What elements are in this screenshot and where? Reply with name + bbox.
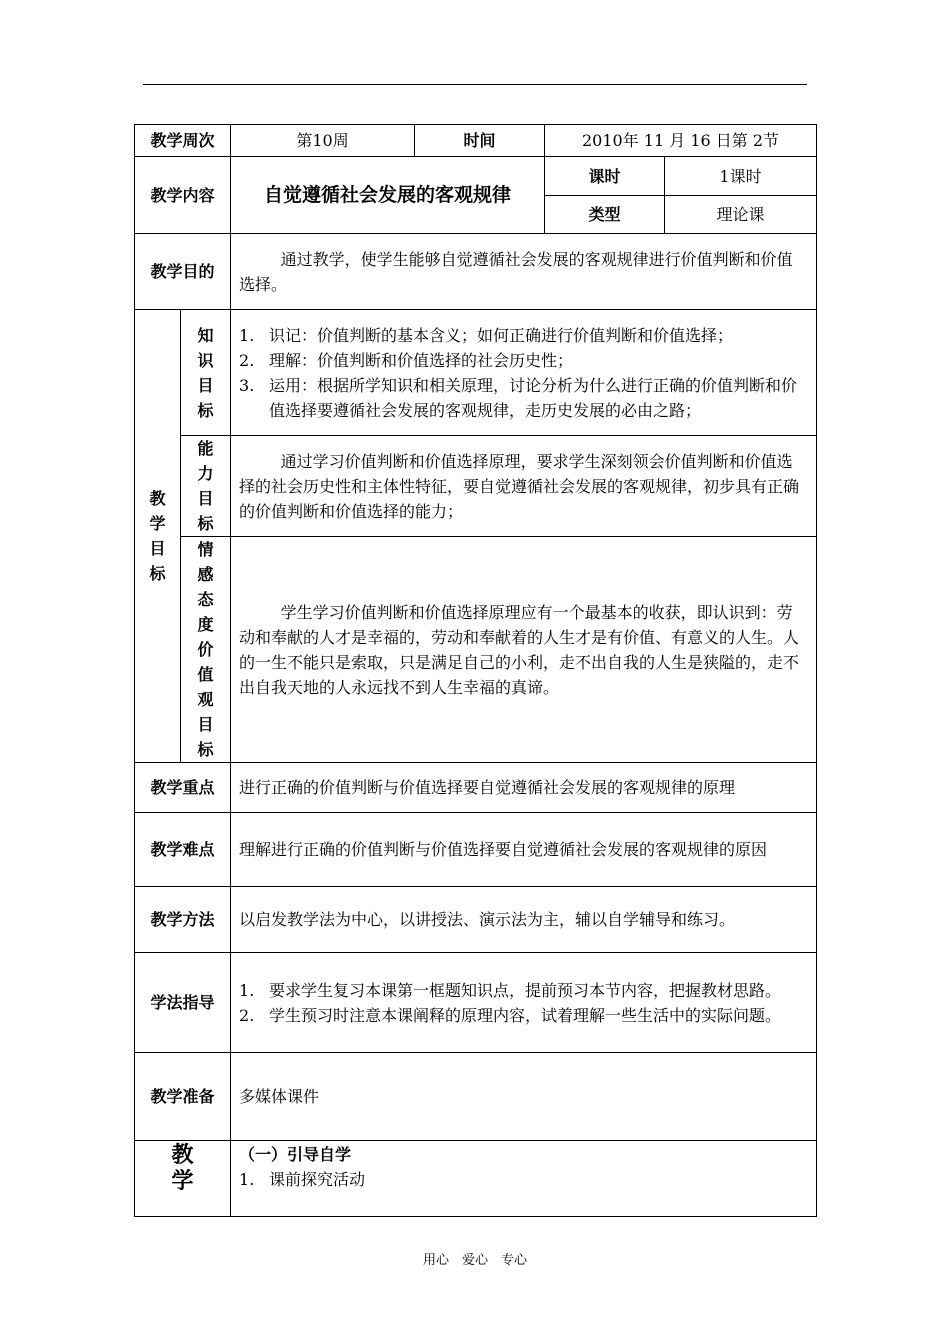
week-label: 教学周次 (135, 125, 231, 157)
purpose-label: 教学目的 (135, 234, 231, 310)
list-number: 2. (239, 350, 255, 370)
list-number: 1. (239, 325, 255, 345)
emotion-label-char: 标 (197, 740, 214, 759)
process-label (135, 1141, 231, 1217)
goals-label-char: 标 (149, 564, 166, 583)
row-key-point (135, 763, 817, 813)
list-number: 1. (239, 980, 255, 1000)
row-preparation (135, 1053, 817, 1141)
emotion-label-char: 度 (197, 615, 214, 634)
list-text: 课前探究活动 (269, 1170, 366, 1189)
ability-label-char: 目 (197, 489, 214, 508)
goals-label (135, 310, 181, 763)
knowledge-goal-content (231, 310, 817, 436)
list-item (239, 373, 808, 423)
difficulty-text: 理解进行正确的价值判断与价值选择要自觉遵循社会发展的客观规律的原因 (231, 813, 817, 887)
purpose-text: 通过教学，使学生能够自觉遵循社会发展的客观规律进行价值判断和价值选择。 (231, 234, 817, 310)
goals-label-char: 教 (149, 489, 166, 508)
row-process (135, 1141, 817, 1217)
list-text: 学生预习时注意本课阐释的原理内容，试着理解一些生活中的实际问题。 (269, 1005, 782, 1025)
knowledge-label-char: 知 (197, 325, 214, 345)
goals-label-char: 学 (149, 514, 166, 533)
goals-label-char: 目 (149, 539, 166, 558)
emotion-label-char: 感 (197, 565, 214, 584)
row-week (135, 125, 817, 157)
preparation-text: 多媒体课件 (231, 1053, 817, 1141)
lesson-plan-table (134, 124, 817, 1217)
list-text: 要求学生复习本课第一框题知识点，提前预习本节内容，把握教材思路。 (269, 980, 782, 1000)
type-label: 类型 (545, 196, 665, 234)
emotion-goal-label (181, 537, 231, 763)
knowledge-label-char: 识 (197, 350, 214, 370)
row-method (135, 887, 817, 953)
row-difficulty (135, 813, 817, 887)
emotion-label-char: 观 (197, 690, 214, 709)
process-content (231, 1141, 817, 1217)
process-label-char: 学 (171, 1169, 194, 1194)
ability-label-char: 力 (197, 464, 214, 483)
list-text: 运用：根据所学知识和相关原理，讨论分析为什么进行正确的价值判断和价值选择要遵循社会发展的客观规律，走历史发展的必由之路； (269, 375, 798, 420)
process-label-char: 教 (171, 1143, 194, 1168)
list-item (239, 323, 808, 348)
preparation-label: 教学准备 (135, 1053, 231, 1141)
ability-label-char: 标 (197, 514, 214, 533)
week-value: 第10周 (231, 125, 415, 157)
study-guide-label: 学法指导 (135, 953, 231, 1053)
list-item (239, 978, 808, 1003)
emotion-label-char: 价 (197, 640, 214, 659)
method-text: 以启发教学法为中心，以讲授法、演示法为主，辅以自学辅导和练习。 (231, 887, 817, 953)
study-guide-content (231, 953, 817, 1053)
row-content (135, 157, 817, 196)
study-guide-list (239, 978, 808, 1028)
process-section-heading: （一）引导自学 (239, 1145, 352, 1164)
row-purpose (135, 234, 817, 310)
emotion-goal-text: 学生学习价值判断和价值选择原理应有一个最基本的收获，即认识到：劳动和奉献的人才是幸福的，劳动和奉献着的人生才是有价值、有意义的人生。人的一生不能只是索取，只是满足自己的小利，走不出自我的人生是狭隘的，走不出自我天地的人永远找不到人生幸福的真谛。 (231, 537, 817, 763)
time-value: 2010年 11 月 16 日第 2节 (545, 125, 817, 157)
emotion-label-char: 态 (197, 590, 214, 609)
ability-goal-text: 通过学习价值判断和价值选择原理，要求学生深刻领会价值判断和价值选择的社会历史性和主体性特征，要自觉遵循社会发展的客观规律，初步具有正确的价值判断和价值选择的能力； (231, 436, 817, 537)
list-text: 理解：价值判断和价值选择的社会历史性； (269, 350, 574, 370)
header-rule (143, 84, 807, 85)
page-footer: 用心 爱心 专心 (422, 1253, 527, 1268)
content-label: 教学内容 (135, 157, 231, 234)
lesson-title: 自觉遵循社会发展的客观规律 (231, 157, 545, 234)
type-value: 理论课 (665, 196, 817, 234)
row-knowledge-goal (135, 310, 817, 436)
knowledge-goal-list (239, 323, 808, 423)
key-point-text: 进行正确的价值判断与价值选择要自觉遵循社会发展的客观规律的原理 (231, 763, 817, 813)
time-label: 时间 (415, 125, 545, 157)
emotion-label-char: 情 (197, 540, 214, 559)
list-number: 3. (239, 375, 255, 395)
ability-label-char: 能 (197, 439, 214, 458)
row-study-guide (135, 953, 817, 1053)
difficulty-label: 教学难点 (135, 813, 231, 887)
hours-label: 课时 (545, 157, 665, 196)
list-item (239, 1003, 808, 1028)
row-ability-goal (135, 436, 817, 537)
list-item (239, 348, 808, 373)
list-number: 1. (239, 1170, 255, 1189)
list-text: 识记：价值判断的基本含义；如何正确进行价值判断和价值选择； (269, 325, 734, 345)
row-emotion-goal (135, 537, 817, 763)
knowledge-label-char: 目 (197, 375, 214, 395)
knowledge-goal-label (181, 310, 231, 436)
process-list (239, 1167, 808, 1192)
emotion-label-char: 值 (197, 665, 214, 684)
ability-goal-label (181, 436, 231, 537)
emotion-label-char: 目 (197, 715, 214, 734)
method-label: 教学方法 (135, 887, 231, 953)
list-number: 2. (239, 1005, 255, 1025)
list-item (239, 1167, 808, 1192)
key-point-label: 教学重点 (135, 763, 231, 813)
hours-value: 1课时 (665, 157, 817, 196)
knowledge-label-char: 标 (197, 400, 214, 420)
